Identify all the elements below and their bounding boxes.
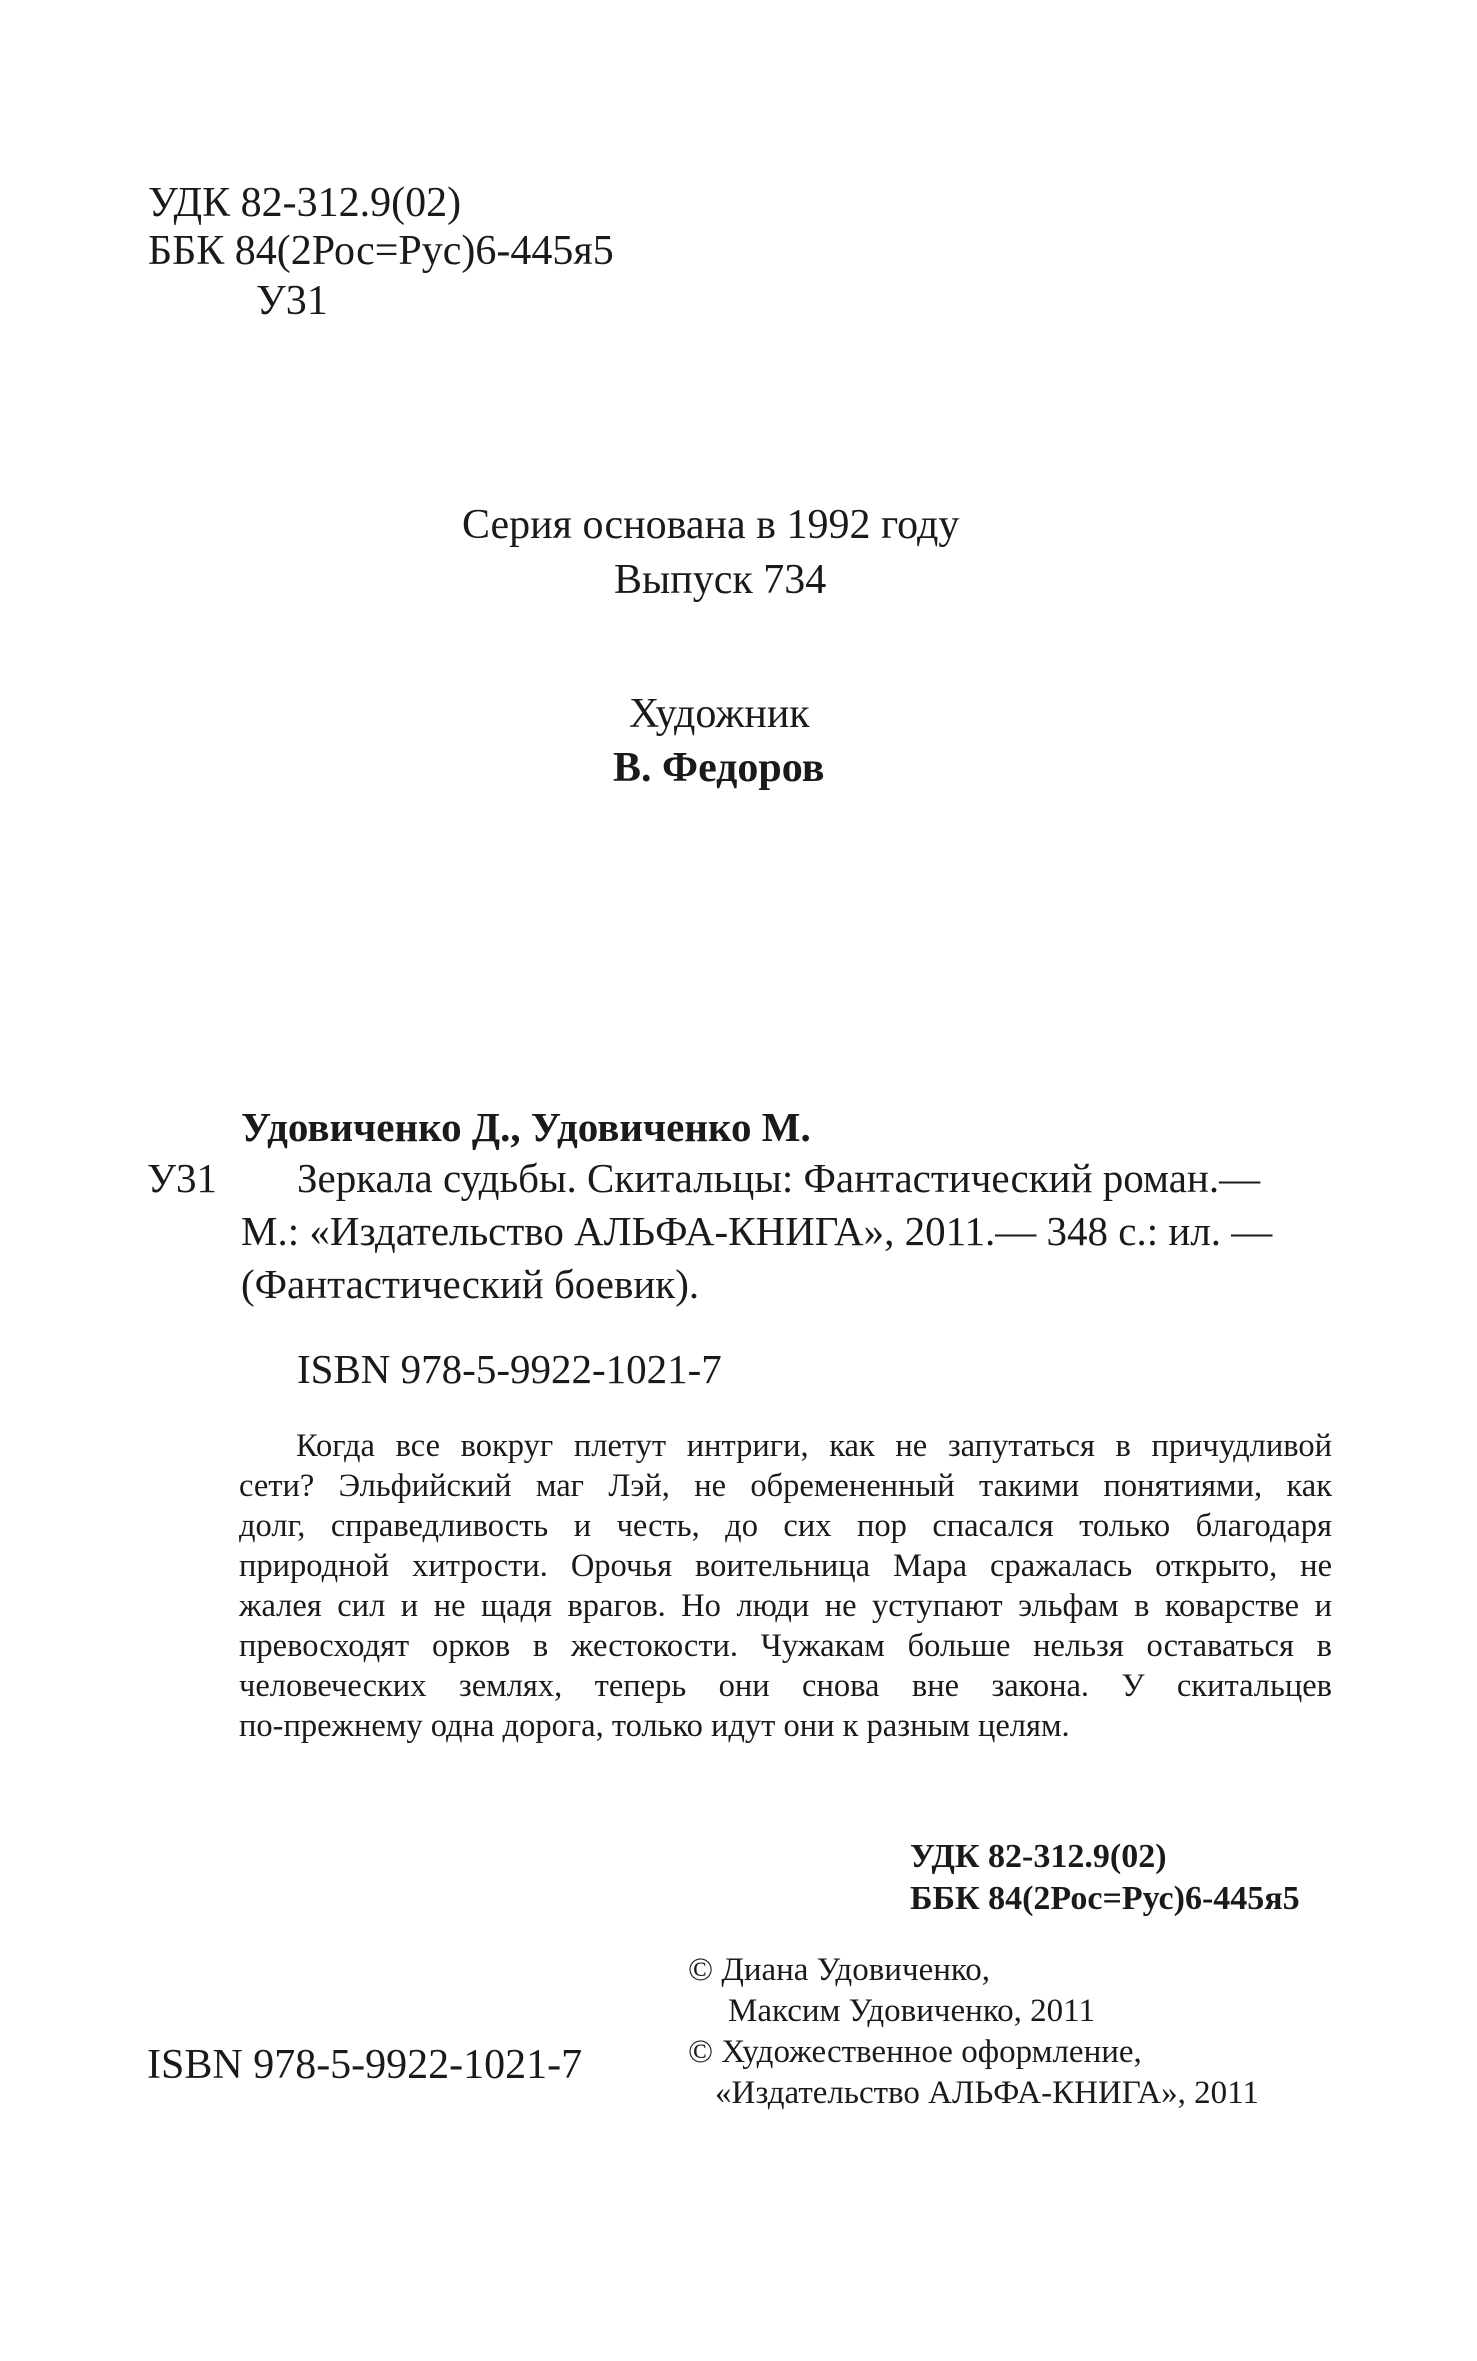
- copyright-design: © Художественное оформление,: [688, 2034, 1142, 2070]
- series-issue: Выпуск 734: [614, 557, 827, 603]
- bib-authors: Удовиченко Д., Удовиченко М.: [241, 1104, 811, 1150]
- annotation-line: жалея сил и не щадя врагов. Но люди не уступают эльфам в коварстве и: [239, 1588, 1332, 1624]
- bib-series-line: (Фантастический боевик).: [241, 1261, 700, 1307]
- bib-publisher-line: М.: «Издательство АЛЬФА-КНИГА», 2011.— 348 с.: ил. —: [241, 1208, 1273, 1254]
- copyright-publisher: «Издательство АЛЬФА-КНИГА», 2011: [715, 2075, 1259, 2111]
- series-founded: Серия основана в 1992 году: [462, 502, 960, 548]
- copyright-authors-cont: Максим Удовиченко, 2011: [728, 1993, 1095, 2029]
- artist-label: Художник: [629, 691, 810, 737]
- copyright-authors: © Диана Удовиченко,: [688, 1952, 990, 1988]
- author-mark-top: У31: [256, 278, 328, 324]
- annotation-line: человеческих землях, теперь они снова вне закона. У скитальцев: [239, 1668, 1332, 1704]
- bib-title-line: Зеркала судьбы. Скитальцы: Фантастический роман.—: [297, 1155, 1261, 1201]
- annotation-line: сети? Эльфийский маг Лэй, не обремененный такими понятиями, как: [239, 1468, 1332, 1504]
- annotation-line: долг, справедливость и честь, до сих пор спасался только благодаря: [239, 1508, 1332, 1544]
- bib-author-mark: У31: [147, 1155, 218, 1201]
- udk-code-top: УДК 82-312.9(02): [148, 180, 462, 226]
- udk-code-bottom: УДК 82-312.9(02): [910, 1838, 1167, 1875]
- artist-name: В. Федоров: [613, 745, 825, 791]
- annotation-line: Когда все вокруг плетут интриги, как не запутаться в причудливой: [296, 1428, 1332, 1464]
- bib-isbn: ISBN 978-5-9922-1021-7: [297, 1346, 722, 1392]
- annotation-line: превосходят орков в жестокости. Чужакам больше нельзя оставаться в: [239, 1628, 1332, 1664]
- isbn-bottom: ISBN 978-5-9922-1021-7: [147, 2042, 583, 2088]
- annotation-line: природной хитрости. Орочья воительница Мара сражалась открыто, не: [239, 1548, 1332, 1584]
- bbk-code-bottom: ББК 84(2Рос=Рус)6-445я5: [910, 1880, 1300, 1917]
- annotation-line: по-прежнему одна дорога, только идут они к разным целям.: [239, 1708, 1070, 1744]
- bbk-code-top: ББК 84(2Рос=Рус)6-445я5: [148, 228, 614, 274]
